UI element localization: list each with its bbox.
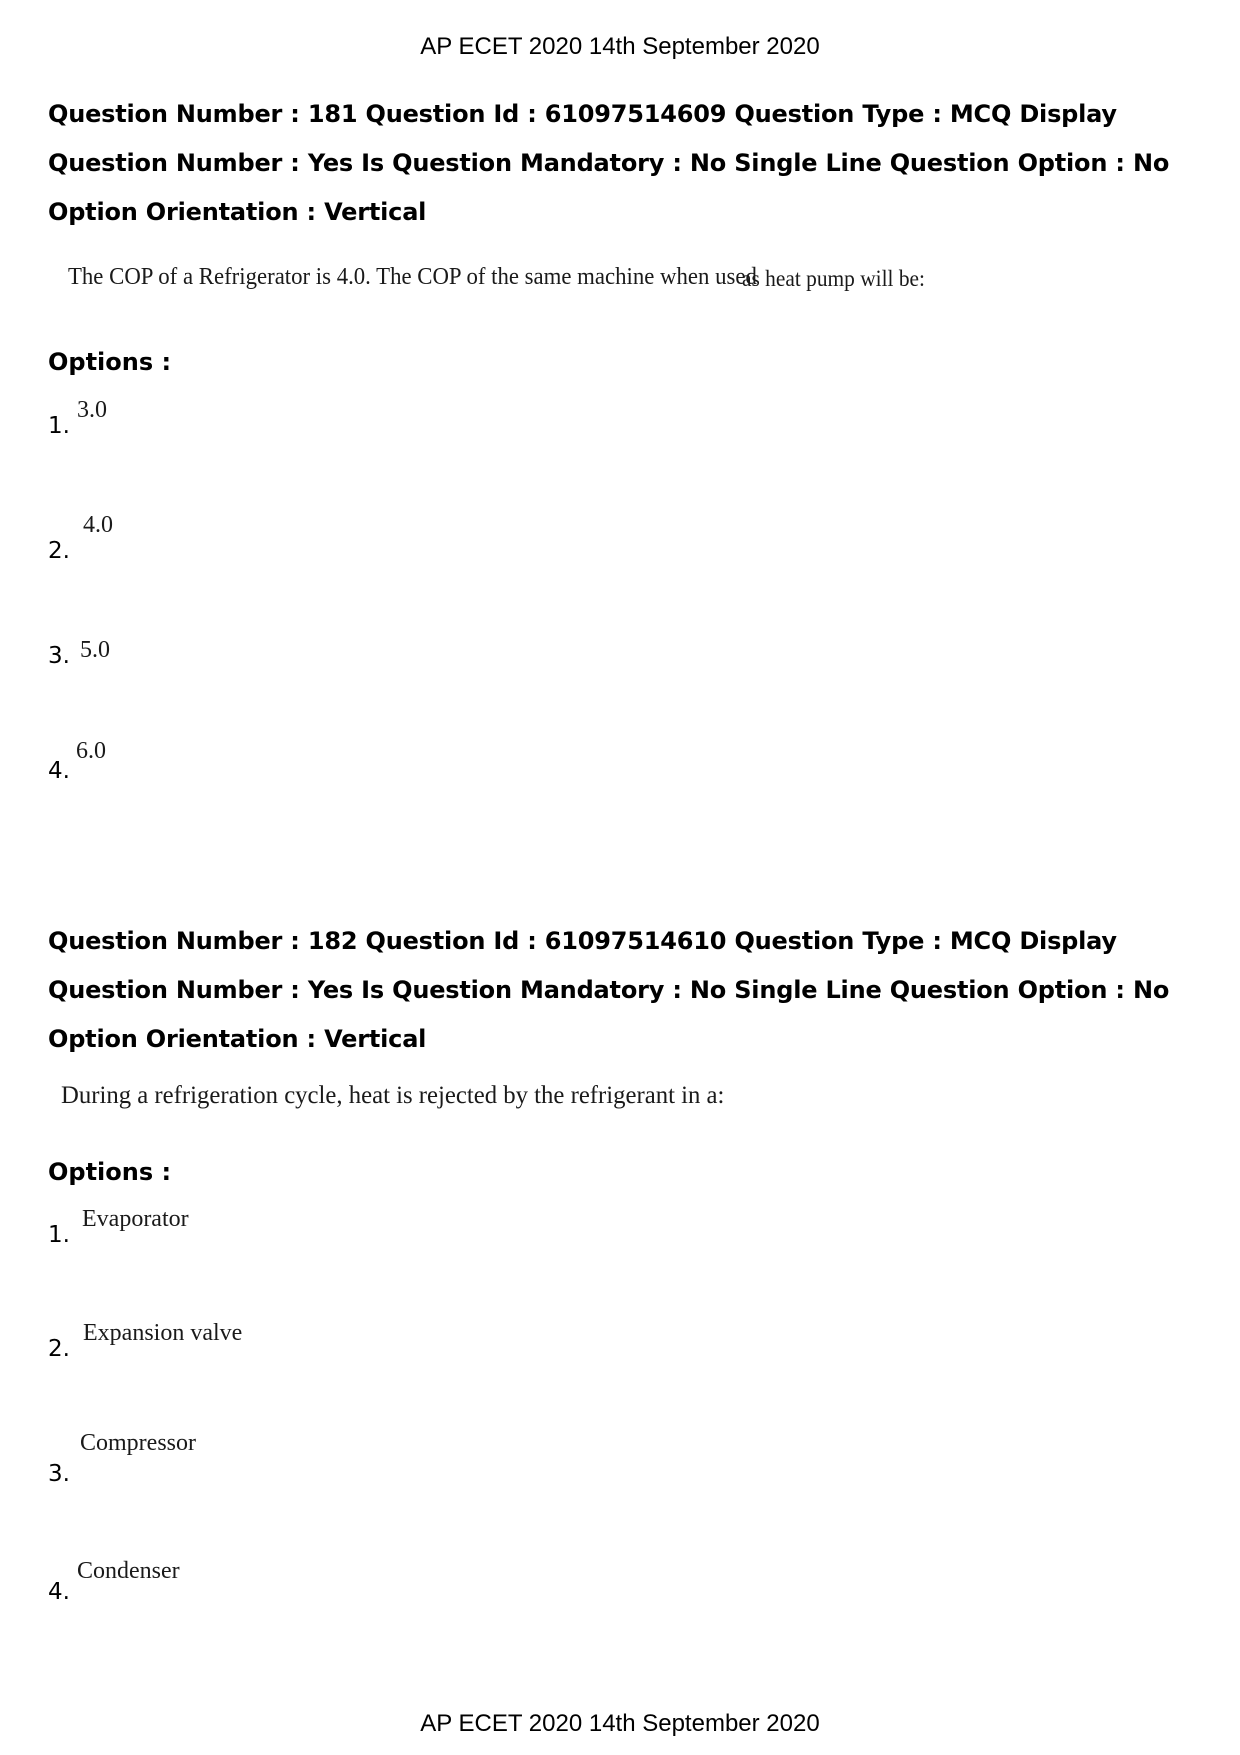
question-182-meta: Question Number : 182 Question Id : 61097514610 Question Type : MCQ Display Question Number : Yes Is Question Mandatory : No Single Line Question Option : No Option Orientation : Vertical	[48, 927, 1170, 1053]
question-181-option-2-number: 2.	[48, 538, 70, 564]
page-header: AP ECET 2020 14th September 2020	[420, 33, 820, 60]
question-182-option-3-value[interactable]: Compressor	[80, 1430, 196, 1456]
question-181-text-part1: The COP of a Refrigerator is 4.0. The COP of the same machine when used	[68, 263, 757, 290]
question-181-option-3-value[interactable]: 5.0	[80, 637, 110, 663]
question-181-option-1-number: 1.	[48, 413, 70, 439]
question-181-option-1-value[interactable]: 3.0	[77, 397, 107, 423]
question-182-text: During a refrigeration cycle, heat is rejected by the refrigerant in a:	[61, 1080, 725, 1109]
question-181-options-heading: Options :	[48, 348, 172, 376]
question-181-option-2-value[interactable]: 4.0	[83, 512, 113, 538]
question-182-option-4-value[interactable]: Condenser	[77, 1558, 180, 1584]
question-182-options-heading: Options :	[48, 1158, 172, 1186]
question-182-option-1-number: 1.	[48, 1222, 70, 1248]
question-181-meta: Question Number : 181 Question Id : 61097514609 Question Type : MCQ Display Question Number : Yes Is Question Mandatory : No Single Line Question Option : No Option Orientation : Vertical	[48, 100, 1170, 226]
page-footer: AP ECET 2020 14th September 2020	[420, 1710, 820, 1737]
question-182-option-2-number: 2.	[48, 1336, 70, 1362]
question-181-option-4-number: 4.	[48, 758, 70, 784]
question-182-option-3-number: 3.	[48, 1461, 70, 1487]
question-182-option-4-number: 4.	[48, 1579, 70, 1605]
question-181-text-part2: as heat pump will be:	[742, 266, 925, 291]
question-182-option-2-value[interactable]: Expansion valve	[83, 1320, 243, 1346]
question-181-option-4-value[interactable]: 6.0	[76, 738, 106, 764]
question-182-option-1-value[interactable]: Evaporator	[82, 1206, 189, 1232]
question-181-option-3-number: 3.	[48, 643, 70, 669]
